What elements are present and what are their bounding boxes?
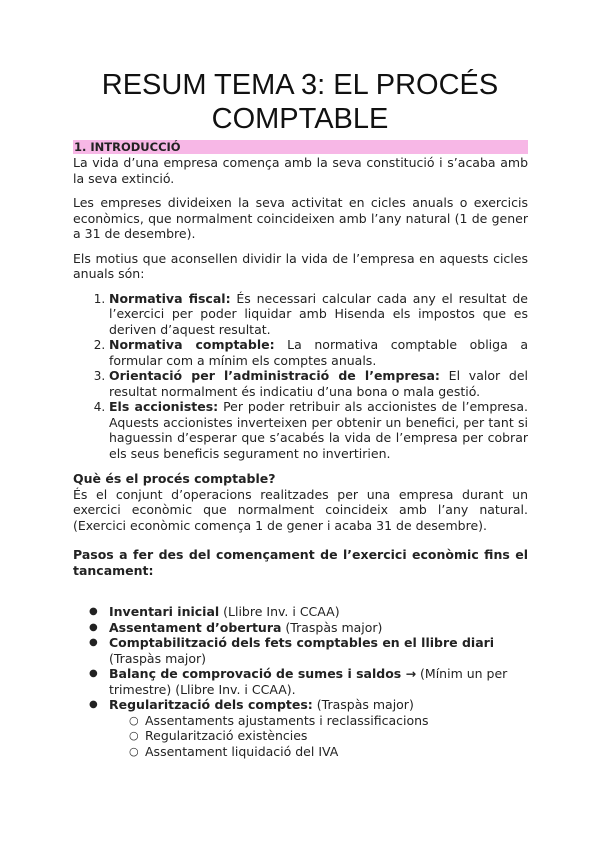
reason-term: Normativa fiscal: <box>109 290 231 306</box>
intro-paragraph-3: Els motius que aconsellen dividir la vida de l’empresa en aquests cicles anuals són: <box>73 250 528 281</box>
reason-item <box>109 368 528 399</box>
reason-text: És necessari calcular cada any el resultat de l’exercici per poder liquidar amb Hisenda els impostos que es deriven d’aquest resultat. <box>109 290 528 337</box>
step-term: Balanç de comprovació de sumes i saldos → <box>109 666 417 681</box>
section-heading-introduccio: 1. INTRODUCCIÓ <box>73 140 528 154</box>
intro-paragraph-2: Les empreses divideixen la seva activitat en cicles anuals o exercicis econòmics, que normalment coincideixen amb l’any natural (1 de gener a 31 de desembre). <box>73 195 528 241</box>
reason-item <box>109 291 528 338</box>
step-item <box>109 620 528 636</box>
substep-item: ○ Assentaments ajustaments i reclassificacions <box>145 713 528 729</box>
step-text: (Llibre Inv. i CCAA) <box>219 604 340 619</box>
question-title: Què és el procés comptable? <box>73 471 276 486</box>
reason-term: Orientació per l’administració de l’empresa: <box>109 368 440 383</box>
reason-item <box>109 399 528 461</box>
step-item <box>109 604 528 620</box>
document-body <box>73 140 528 759</box>
step-text: (Mínim un per trimestre) (Llibre Inv. i CCAA). <box>109 666 508 697</box>
reason-text: La normativa comptable obliga a formular com a mínim els comptes anuals. <box>109 337 528 368</box>
substep-item: ○ Regularització existències <box>145 728 528 744</box>
reason-term: Els accionistes: <box>109 399 219 414</box>
step-term: Comptabilització dels fets comptables en el llibre diari <box>109 635 495 650</box>
reasons-list <box>73 291 528 462</box>
reason-item <box>109 337 528 368</box>
step-text: (Traspàs major) <box>281 619 383 635</box>
substep-item: ○ Assentament liquidació del IVA <box>145 744 528 760</box>
step-item <box>109 635 528 666</box>
step-term: Inventari inicial <box>109 604 220 619</box>
question-answer: És el conjunt d’operacions realitzades per una empresa durant un exercici econòmic que normalment coincideix amb l’any natural. (Exercici econòmic comença 1 de gener i acaba 31 de desembre). <box>73 486 528 533</box>
step-text: (Traspàs major) <box>109 650 207 666</box>
reason-text: Per poder retribuir als accionistes de l’empresa. Aquests accionistes inverteixen per obtenir un benefici, per tant si haguessin d’esperar que s’acabés la vida de l’empresa per cobrar els seus beneficis segurament no invertirien. <box>109 399 528 461</box>
step-text: (Traspàs major) <box>312 697 414 712</box>
step-item <box>109 697 528 759</box>
intro-paragraph-1: La vida d’una empresa comença amb la seva constitució i s’acaba amb la seva extinció. <box>73 155 528 186</box>
step-item <box>109 666 528 697</box>
reason-term: Normativa comptable: <box>109 337 275 352</box>
step-term: Assentament d’obertura <box>109 619 282 635</box>
substeps-list <box>109 713 528 760</box>
reason-text: El valor del resultat normalment és indicatiu d’una bona o mala gestió. <box>109 368 528 399</box>
step-term: Regularització dels comptes: <box>109 697 313 712</box>
steps-intro: Pasos a fer des del començament de l’exercici econòmic fins el tancament: <box>73 547 528 578</box>
page-title: RESUM TEMA 3: EL PROCÉS COMPTABLE <box>101 69 499 135</box>
steps-list <box>73 604 528 759</box>
